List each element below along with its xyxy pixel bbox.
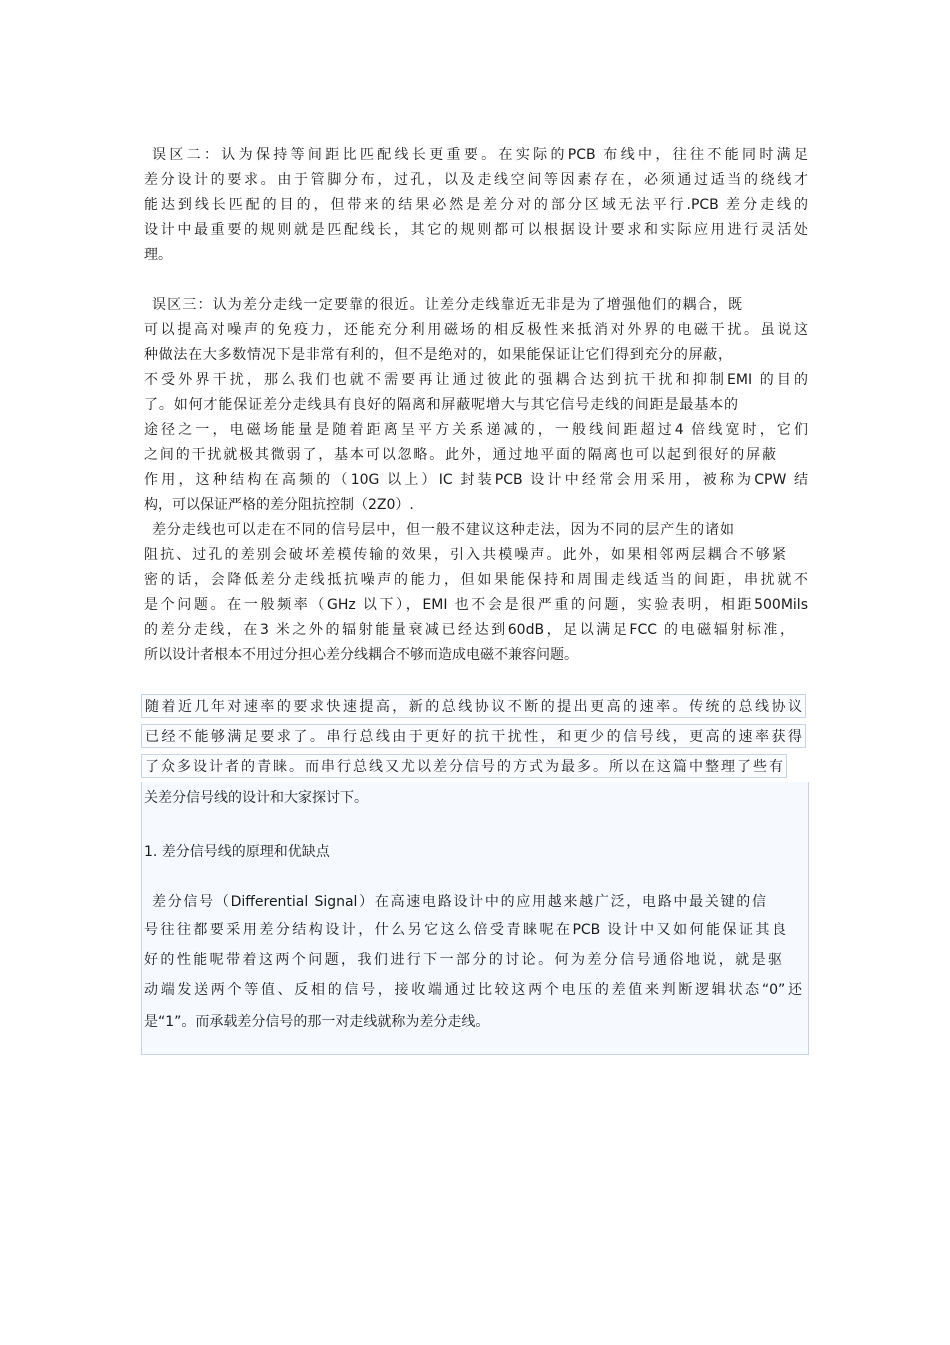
boxed-line-1: 随着近几年对速率的要求快速提高，新的总线协议不断的提出更高的速率。传统的总线协议 [141,694,806,718]
para2-line-5: 了。如何才能保证差分走线具有良好的隔离和屏蔽呢增大与其它信号走线的间距是最基本的 [144,397,738,413]
para1-line-5: 理。 [144,247,172,263]
para2-line-1: 误区三：认为差分走线一定要靠的很近。让差分走线靠近无非是为了增强他们的耦合，既 [152,297,742,313]
para1-line-3: 能达到线长匹配的目的，但带来的结果必然是差分对的部分区域无法平行.PCB 差分走线的 [144,197,808,213]
para1-line-2: 差分设计的要求。由于管脚分布，过孔，以及走线空间等因素存在，必须通过适当的绕线才 [144,172,808,188]
para2-line-4: 不受外界干扰，那么我们也就不需要再让通过彼此的强耦合达到抗干扰和抑制EMI 的目的 [144,372,808,388]
para2-line-8: 作用，这种结构在高频的（10G 以上）IC 封装PCB 设计中经常会用采用，被称为CPW 结 [144,472,808,488]
para3-line-2: 阻抗、过孔的差别会破坏差模传输的效果，引入共模噪声。此外，如果相邻两层耦合不够紧 [144,547,786,563]
panel-para-line-2: 号往往都要采用差分结构设计，什么另它这么倍受青睐呢在PCB 设计中又如何能保证其良 [144,922,786,938]
panel-para-line-5: 是“1”。而承载差分信号的那一对走线就称为差分走线。 [144,1014,490,1030]
panel-para-line-1: 差分信号（Differential Signal）在高速电路设计中的应用越来越广泛，电路中最关键的信 [152,894,766,910]
para3-line-5: 的差分走线，在3 米之外的辐射能量衰减已经达到60dB，足以满足FCC 的电磁辐射标准， [144,622,794,638]
para2-line-2: 可以提高对噪声的免疫力，还能充分利用磁场的相反极性来抵消对外界的电磁干扰。虽说这 [144,322,808,338]
panel-line-1: 关差分信号线的设计和大家探讨下。 [144,790,368,806]
panel-para-line-4: 动端发送两个等值、反相的信号，接收端通过比较这两个电压的差值来判断逻辑状态“0”还 [144,982,802,998]
section-heading: 1. 差分信号线的原理和优缺点 [144,844,330,860]
para2-line-3: 种做法在大多数情况下是非常有利的，但不是绝对的，如果能保证让它们得到充分的屏蔽， [144,347,732,363]
para3-line-1: 差分走线也可以走在不同的信号层中，但一般不建议这种走法，因为不同的层产生的诸如 [152,522,734,538]
para2-line-7: 之间的干扰就极其微弱了，基本可以忽略。此外，通过地平面的隔离也可以起到很好的屏蔽 [144,447,776,463]
boxed-line-3: 了众多设计者的青睐。而串行总线又尤以差分信号的方式为最多。所以在这篇中整理了些有 [141,754,787,778]
boxed-line-2: 已经不能够满足要求了。串行总线由于更好的抗干扰性，和更少的信号线，更高的速率获得 [141,724,806,748]
para3-line-4: 是个问题。在一般频率（GHz 以下），EMI 也不会是很严重的问题，实验表明，相距500Mils [144,597,808,613]
para2-line-6: 途径之一，电磁场能量是随着距离呈平方关系递减的，一般线间距超过4 倍线宽时，它们 [144,422,808,438]
para2-line-9: 构，可以保证严格的差分阻抗控制（2Z0）. [144,497,414,513]
para3-line-6: 所以设计者根本不用过分担心差分线耦合不够而造成电磁不兼容问题。 [144,647,578,663]
para1-line-4: 设计中最重要的规则就是匹配线长，其它的规则都可以根据设计要求和实际应用进行灵活处 [144,222,808,238]
para1-line-1: 误区二：认为保持等间距比匹配线长更重要。在实际的PCB 布线中，往往不能同时满足 [152,147,808,163]
para3-line-3: 密的话，会降低差分走线抵抗噪声的能力，但如果能保持和周围走线适当的间距，串扰就不 [144,572,808,588]
panel-para-line-3: 好的性能呢带着这两个问题，我们进行下一部分的讨论。何为差分信号通俗地说，就是驱 [144,952,782,968]
